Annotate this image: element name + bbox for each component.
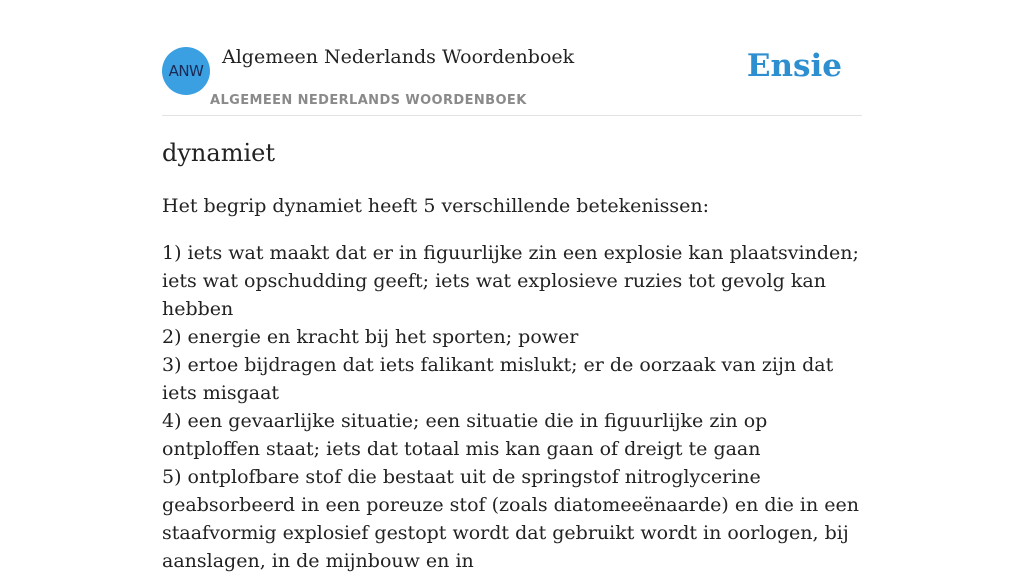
ensie-brand-logo[interactable]: Ensie	[746, 48, 842, 84]
definition-item: 2) energie en kracht bij het sporten; power	[162, 326, 579, 348]
entry-term: dynamiet	[162, 139, 275, 167]
source-header	[162, 40, 862, 116]
anw-logo[interactable]: ANW	[162, 47, 210, 95]
definition-item: 1) iets wat maakt dat er in figuurlijke zin een explosie kan plaatsvinden; iets wat opschudding geeft; iets wat explosieve ruzies tot gevolg kan hebben	[162, 242, 859, 320]
source-title[interactable]: Algemeen Nederlands Woordenboek	[222, 46, 575, 68]
source-subtitle: ALGEMEEN NEDERLANDS WOORDENBOEK	[210, 93, 527, 108]
entry-intro: Het begrip dynamiet heeft 5 verschillende betekenissen:	[162, 195, 710, 217]
definition-item: 5) ontplofbare stof die bestaat uit de springstof nitroglycerine geabsorbeerd in een poreuze stof (zoals diatomeeënaarde) en die in een staafvormig explosief gestopt wordt dat gebruikt wordt in oorlogen, bij aanslagen, in de mijnbouw en in	[162, 466, 859, 572]
definition-item: 3) ertoe bijdragen dat iets falikant mislukt; er de oorzaak van zijn dat iets misgaat	[162, 354, 834, 404]
definition-item: 4) een gevaarlijke situatie; een situatie die in figuurlijke zin op ontploffen staat; iets dat totaal mis kan gaan of dreigt te gaan	[162, 410, 768, 460]
definition-list	[162, 239, 862, 575]
